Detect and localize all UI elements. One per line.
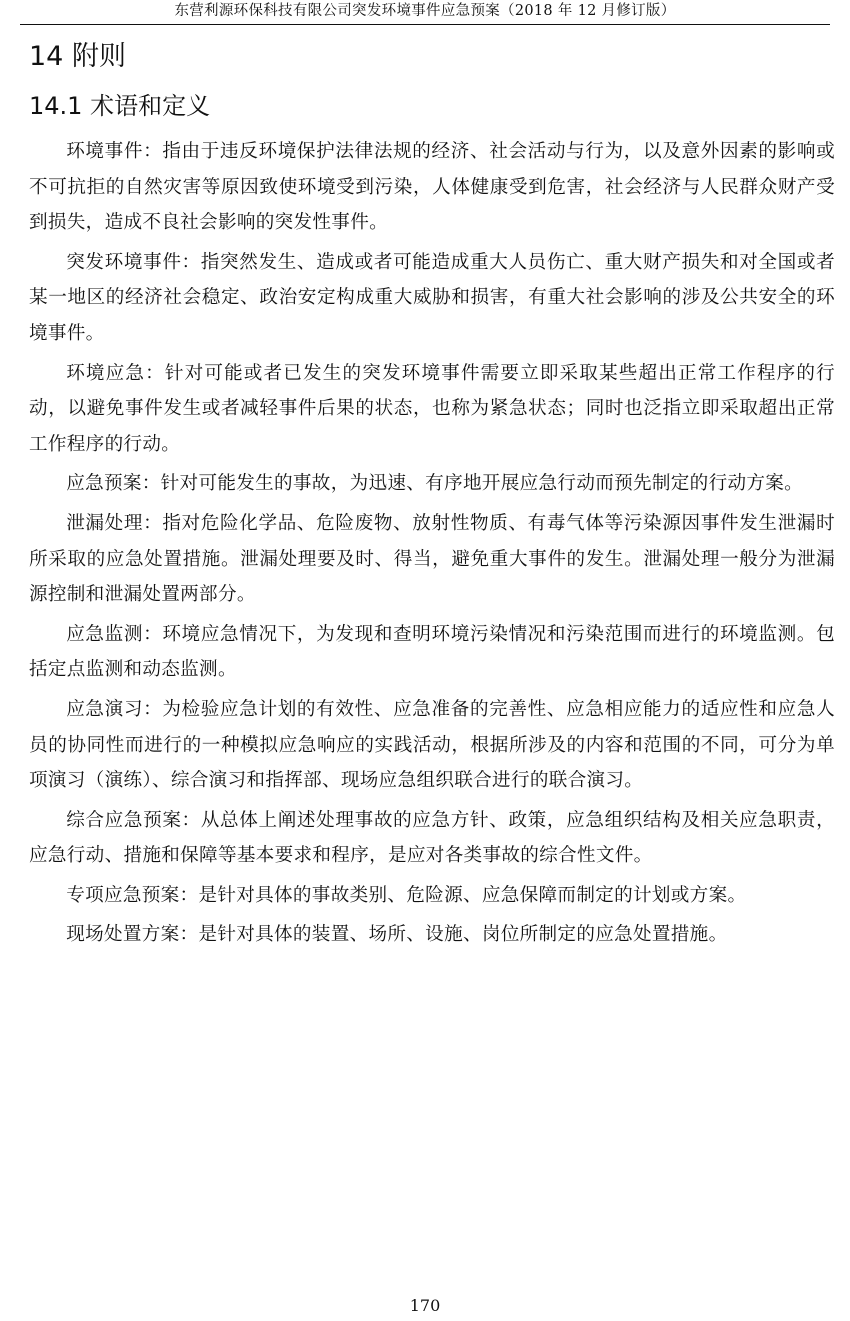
definition-emergency-monitoring: 应急监测：环境应急情况下，为发现和查明环境污染情况和污染范围而进行的环境监测。包括定点监测和动态监测。 [29, 623, 835, 681]
definition-comprehensive-plan: 综合应急预案：从总体上阐述处理事故的应急方针、政策，应急组织结构及相关应急职责，应急行动、措施和保障等基本要求和程序，是应对各类事故的综合性文件。 [29, 809, 835, 867]
definition-leak-handling: 泄漏处理：指对危险化学品、危险废物、放射性物质、有毒气体等污染源因事件发生泄漏时所采取的应急处置措施。泄漏处理要及时、得当，避免重大事件的发生。泄漏处理一般分为泄漏源控制和泄漏处置两部分。 [29, 512, 835, 606]
definition-emergency-drill: 应急演习：为检验应急计划的有效性、应急准备的完善性、应急相应能力的适应性和应急人员的协同性而进行的一种模拟应急响应的实践活动，根据所涉及的内容和范围的不同，可分为单项演习（演练）、综合演习和指挥部、现场应急组织联合进行的联合演习。 [29, 698, 835, 792]
definition-special-plan: 专项应急预案：是针对具体的事故类别、危险源、应急保障而制定的计划或方案。 [66, 884, 747, 906]
document-title: 东营利源环保科技有限公司突发环境事件应急预案（2018 年 12 月修订版） [174, 3, 676, 19]
definition-environmental-emergency: 环境应急：针对可能或者已发生的突发环境事件需要立即采取某些超出正常工作程序的行动，以避免事件发生或者减轻事件后果的状态，也称为紧急状态；同时也泛指立即采取超出正常工作程序的行动。 [29, 362, 835, 455]
definition-sudden-environmental-event: 突发环境事件：指突然发生、造成或者可能造成重大人员伤亡、重大财产损失和对全国或者某一地区的经济社会稳定、政治安定构成重大威胁和损害，有重大社会影响的涉及公共安全的环境事件。 [29, 251, 835, 344]
definition-onsite-plan: 现场处置方案：是针对具体的装置、场所、设施、岗位所制定的应急处置措施。 [66, 924, 728, 946]
chapter-title: 14 附则 [29, 41, 126, 72]
document-body [29, 36, 835, 957]
page-header [20, 0, 830, 25]
section-title: 14.1 术语和定义 [29, 92, 211, 120]
page-number: 170 [409, 1296, 441, 1315]
definition-emergency-plan: 应急预案：针对可能发生的事故，为迅速、有序地开展应急行动而预先制定的行动方案。 [66, 473, 804, 495]
definition-environmental-event: 环境事件：指由于违反环境保护法律法规的经济、社会活动与行为，以及意外因素的影响或不可抗拒的自然灾害等原因致使环境受到污染，人体健康受到危害，社会经济与人民群众财产受到损失，造成不良社会影响的突发性事件。 [29, 141, 835, 234]
